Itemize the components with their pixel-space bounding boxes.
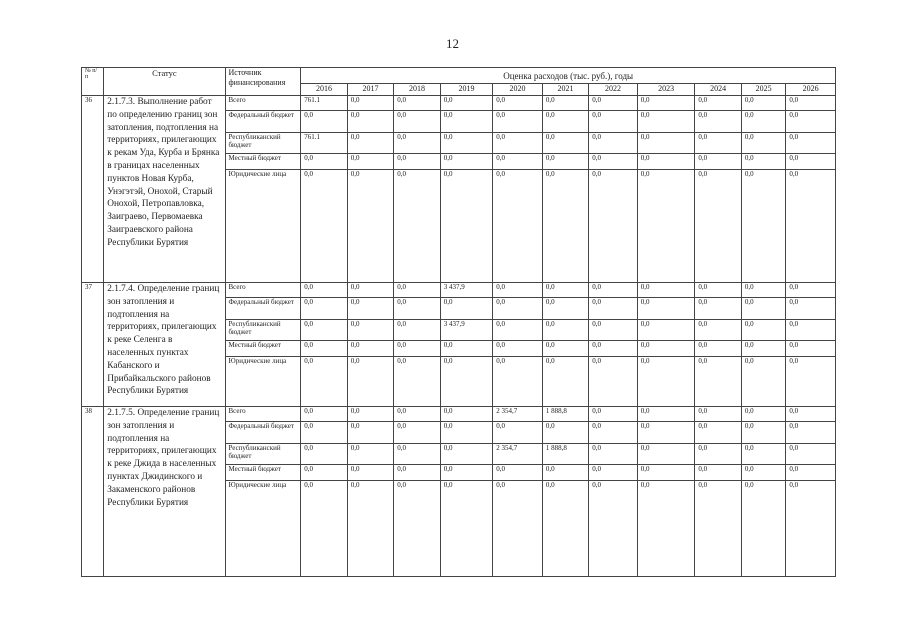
source-name: Федеральный бюджет <box>225 298 301 320</box>
value-cell: 0,0 <box>493 133 543 154</box>
value-cell: 0,0 <box>695 320 741 341</box>
value-cell: 0,0 <box>440 422 493 444</box>
value-cell: 0,0 <box>301 465 347 481</box>
value-cell: 0,0 <box>542 133 588 154</box>
table-row <box>82 96 836 111</box>
value-cell: 0,0 <box>347 133 393 154</box>
row-status: 2.1.7.4. Определение границ зон затопления и подтопления на территориях, прилегающих к реке Селенга в населенных пунктах Кабанского и Прибайкальского районов Республики Бурятия <box>104 283 225 407</box>
value-cell: 0,0 <box>637 407 695 422</box>
source-name: Всего <box>225 407 301 422</box>
value-cell: 0,0 <box>347 407 393 422</box>
value-cell: 0,0 <box>589 111 638 133</box>
value-cell: 0,0 <box>301 444 347 465</box>
table-header <box>82 68 836 96</box>
value-cell: 0,0 <box>440 444 493 465</box>
source-name: Республиканский бюджет <box>225 133 301 154</box>
value-cell: 0,0 <box>741 320 785 341</box>
value-cell: 0,0 <box>301 111 347 133</box>
value-cell: 0,0 <box>695 154 741 170</box>
value-cell: 2 354,7 <box>493 407 543 422</box>
value-cell: 0,0 <box>786 407 836 422</box>
value-cell: 0,0 <box>542 320 588 341</box>
value-cell: 0,0 <box>786 481 836 577</box>
value-cell: 0,0 <box>347 357 393 407</box>
value-cell: 0,0 <box>440 357 493 407</box>
value-cell: 0,0 <box>786 422 836 444</box>
value-cell: 0,0 <box>347 481 393 577</box>
value-cell: 2 354,7 <box>493 444 543 465</box>
value-cell: 0,0 <box>695 407 741 422</box>
value-cell: 0,0 <box>493 298 543 320</box>
value-cell: 0,0 <box>741 298 785 320</box>
source-name: Федеральный бюджет <box>225 111 301 133</box>
value-cell: 0,0 <box>394 481 440 577</box>
value-cell: 0,0 <box>542 298 588 320</box>
source-name: Всего <box>225 96 301 111</box>
header-year: 2020 <box>493 84 543 96</box>
value-cell: 0,0 <box>695 111 741 133</box>
value-cell: 0,0 <box>695 283 741 298</box>
value-cell: 0,0 <box>493 481 543 577</box>
value-cell: 0,0 <box>786 298 836 320</box>
table-row <box>82 407 836 422</box>
header-num: № п/п <box>82 68 104 96</box>
value-cell: 0,0 <box>493 170 543 283</box>
value-cell: 0,0 <box>440 154 493 170</box>
value-cell: 0,0 <box>637 341 695 357</box>
header-estimate: Оценка расходов (тыс. руб.), годы <box>301 68 836 84</box>
value-cell: 0,0 <box>542 341 588 357</box>
value-cell: 0,0 <box>394 444 440 465</box>
value-cell: 0,0 <box>695 422 741 444</box>
header-year: 2026 <box>786 84 836 96</box>
value-cell: 0,0 <box>741 444 785 465</box>
header-year: 2022 <box>589 84 638 96</box>
value-cell: 0,0 <box>741 96 785 111</box>
value-cell: 0,0 <box>347 154 393 170</box>
value-cell: 0,0 <box>347 283 393 298</box>
source-name: Республиканский бюджет <box>225 444 301 465</box>
value-cell: 0,0 <box>542 154 588 170</box>
value-cell: 0,0 <box>695 96 741 111</box>
value-cell: 0,0 <box>786 357 836 407</box>
value-cell: 0,0 <box>347 298 393 320</box>
value-cell: 0,0 <box>786 465 836 481</box>
value-cell: 0,0 <box>786 170 836 283</box>
header-year: 2017 <box>347 84 393 96</box>
value-cell: 0,0 <box>394 133 440 154</box>
value-cell: 0,0 <box>637 283 695 298</box>
value-cell: 0,0 <box>493 422 543 444</box>
value-cell: 0,0 <box>741 407 785 422</box>
value-cell: 0,0 <box>394 96 440 111</box>
header-year: 2023 <box>637 84 695 96</box>
row-number: 38 <box>82 407 104 577</box>
value-cell: 0,0 <box>786 341 836 357</box>
value-cell: 1 888,8 <box>542 444 588 465</box>
table-body <box>82 96 836 577</box>
value-cell: 0,0 <box>440 170 493 283</box>
value-cell: 1 888,8 <box>542 407 588 422</box>
value-cell: 0,0 <box>695 298 741 320</box>
value-cell: 0,0 <box>301 298 347 320</box>
value-cell: 3 437,9 <box>440 320 493 341</box>
value-cell: 0,0 <box>394 283 440 298</box>
value-cell: 0,0 <box>440 465 493 481</box>
value-cell: 0,0 <box>440 96 493 111</box>
row-status: 2.1.7.5. Определение границ зон затопления и подтопления на территориях, прилегающих к реке Джида в населенных пунктах Джидинского и Закаменского районов Республики Бурятия <box>104 407 225 577</box>
value-cell: 0,0 <box>301 170 347 283</box>
value-cell: 0,0 <box>695 465 741 481</box>
header-year: 2021 <box>542 84 588 96</box>
value-cell: 0,0 <box>394 407 440 422</box>
value-cell: 0,0 <box>347 320 393 341</box>
source-name: Юридические лица <box>225 357 301 407</box>
value-cell: 0,0 <box>301 283 347 298</box>
value-cell: 3 437,9 <box>440 283 493 298</box>
value-cell: 0,0 <box>347 465 393 481</box>
value-cell: 0,0 <box>301 422 347 444</box>
value-cell: 0,0 <box>394 154 440 170</box>
row-number: 36 <box>82 96 104 283</box>
value-cell: 0,0 <box>589 154 638 170</box>
value-cell: 0,0 <box>440 298 493 320</box>
value-cell: 0,0 <box>741 481 785 577</box>
value-cell: 761.1 <box>301 133 347 154</box>
value-cell: 0,0 <box>347 341 393 357</box>
value-cell: 0,0 <box>301 154 347 170</box>
value-cell: 0,0 <box>301 481 347 577</box>
value-cell: 0,0 <box>394 422 440 444</box>
value-cell: 0,0 <box>589 465 638 481</box>
value-cell: 0,0 <box>493 283 543 298</box>
source-name: Юридические лица <box>225 481 301 577</box>
value-cell: 0,0 <box>301 341 347 357</box>
value-cell: 0,0 <box>589 422 638 444</box>
value-cell: 0,0 <box>440 407 493 422</box>
table-row <box>82 283 836 298</box>
value-cell: 0,0 <box>394 298 440 320</box>
header-year: 2024 <box>695 84 741 96</box>
value-cell: 0,0 <box>347 96 393 111</box>
value-cell: 0,0 <box>589 133 638 154</box>
value-cell: 0,0 <box>637 96 695 111</box>
value-cell: 0,0 <box>493 341 543 357</box>
value-cell: 0,0 <box>637 170 695 283</box>
value-cell: 0,0 <box>542 96 588 111</box>
value-cell: 0,0 <box>786 133 836 154</box>
value-cell: 0,0 <box>786 154 836 170</box>
value-cell: 0,0 <box>394 357 440 407</box>
value-cell: 0,0 <box>542 481 588 577</box>
value-cell: 0,0 <box>589 357 638 407</box>
value-cell: 0,0 <box>589 320 638 341</box>
header-year: 2025 <box>741 84 785 96</box>
value-cell: 0,0 <box>440 111 493 133</box>
value-cell: 0,0 <box>637 111 695 133</box>
value-cell: 0,0 <box>301 407 347 422</box>
value-cell: 0,0 <box>741 341 785 357</box>
value-cell: 0,0 <box>542 283 588 298</box>
value-cell: 0,0 <box>786 111 836 133</box>
row-number: 37 <box>82 283 104 407</box>
value-cell: 0,0 <box>347 422 393 444</box>
value-cell: 0,0 <box>695 444 741 465</box>
value-cell: 0,0 <box>637 154 695 170</box>
value-cell: 0,0 <box>589 407 638 422</box>
value-cell: 0,0 <box>493 320 543 341</box>
value-cell: 0,0 <box>786 96 836 111</box>
value-cell: 0,0 <box>394 465 440 481</box>
row-status: 2.1.7.3. Выполнение работ по определению границ зон затопления, подтопления на территориях, прилегающих к рекам Уда, Курба и Брянка в границах населенных пунктов Новая Курба, Унэгэтэй, Онохой, Старый Онохой, Петропавловка, Заиграево, Первомаевка Заиграевского района Республики Бурятия <box>104 96 225 283</box>
value-cell: 0,0 <box>741 154 785 170</box>
value-cell: 0,0 <box>637 320 695 341</box>
value-cell: 761.1 <box>301 96 347 111</box>
value-cell: 0,0 <box>347 111 393 133</box>
value-cell: 0,0 <box>741 422 785 444</box>
value-cell: 0,0 <box>741 170 785 283</box>
value-cell: 0,0 <box>301 320 347 341</box>
value-cell: 0,0 <box>542 465 588 481</box>
value-cell: 0,0 <box>542 422 588 444</box>
value-cell: 0,0 <box>301 357 347 407</box>
value-cell: 0,0 <box>493 465 543 481</box>
value-cell: 0,0 <box>637 133 695 154</box>
value-cell: 0,0 <box>394 341 440 357</box>
value-cell: 0,0 <box>741 133 785 154</box>
value-cell: 0,0 <box>637 357 695 407</box>
value-cell: 0,0 <box>637 444 695 465</box>
value-cell: 0,0 <box>637 465 695 481</box>
value-cell: 0,0 <box>542 170 588 283</box>
value-cell: 0,0 <box>695 481 741 577</box>
value-cell: 0,0 <box>786 444 836 465</box>
value-cell: 0,0 <box>394 111 440 133</box>
value-cell: 0,0 <box>786 283 836 298</box>
source-name: Всего <box>225 283 301 298</box>
value-cell: 0,0 <box>637 481 695 577</box>
value-cell: 0,0 <box>741 465 785 481</box>
value-cell: 0,0 <box>542 357 588 407</box>
value-cell: 0,0 <box>542 111 588 133</box>
value-cell: 0,0 <box>589 170 638 283</box>
source-name: Местный бюджет <box>225 154 301 170</box>
source-name: Юридические лица <box>225 170 301 283</box>
value-cell: 0,0 <box>394 170 440 283</box>
value-cell: 0,0 <box>589 298 638 320</box>
value-cell: 0,0 <box>589 444 638 465</box>
source-name: Местный бюджет <box>225 341 301 357</box>
value-cell: 0,0 <box>589 481 638 577</box>
source-name: Местный бюджет <box>225 465 301 481</box>
value-cell: 0,0 <box>741 357 785 407</box>
value-cell: 0,0 <box>589 96 638 111</box>
value-cell: 0,0 <box>695 341 741 357</box>
source-name: Республиканский бюджет <box>225 320 301 341</box>
value-cell: 0,0 <box>695 170 741 283</box>
value-cell: 0,0 <box>493 111 543 133</box>
value-cell: 0,0 <box>637 422 695 444</box>
value-cell: 0,0 <box>493 96 543 111</box>
source-name: Федеральный бюджет <box>225 422 301 444</box>
header-year: 2018 <box>394 84 440 96</box>
budget-table <box>81 67 836 577</box>
header-year: 2016 <box>301 84 347 96</box>
value-cell: 0,0 <box>589 283 638 298</box>
value-cell: 0,0 <box>493 154 543 170</box>
page-number: 12 <box>446 36 459 51</box>
value-cell: 0,0 <box>440 133 493 154</box>
value-cell: 0,0 <box>741 111 785 133</box>
value-cell: 0,0 <box>493 357 543 407</box>
value-cell: 0,0 <box>440 481 493 577</box>
value-cell: 0,0 <box>440 341 493 357</box>
value-cell: 0,0 <box>786 320 836 341</box>
header-status: Статус <box>104 68 225 96</box>
value-cell: 0,0 <box>589 341 638 357</box>
value-cell: 0,0 <box>394 320 440 341</box>
value-cell: 0,0 <box>695 357 741 407</box>
value-cell: 0,0 <box>695 133 741 154</box>
header-year: 2019 <box>440 84 493 96</box>
header-source: Источник финансирования <box>225 68 301 96</box>
value-cell: 0,0 <box>637 298 695 320</box>
value-cell: 0,0 <box>347 170 393 283</box>
value-cell: 0,0 <box>741 283 785 298</box>
value-cell: 0,0 <box>347 444 393 465</box>
